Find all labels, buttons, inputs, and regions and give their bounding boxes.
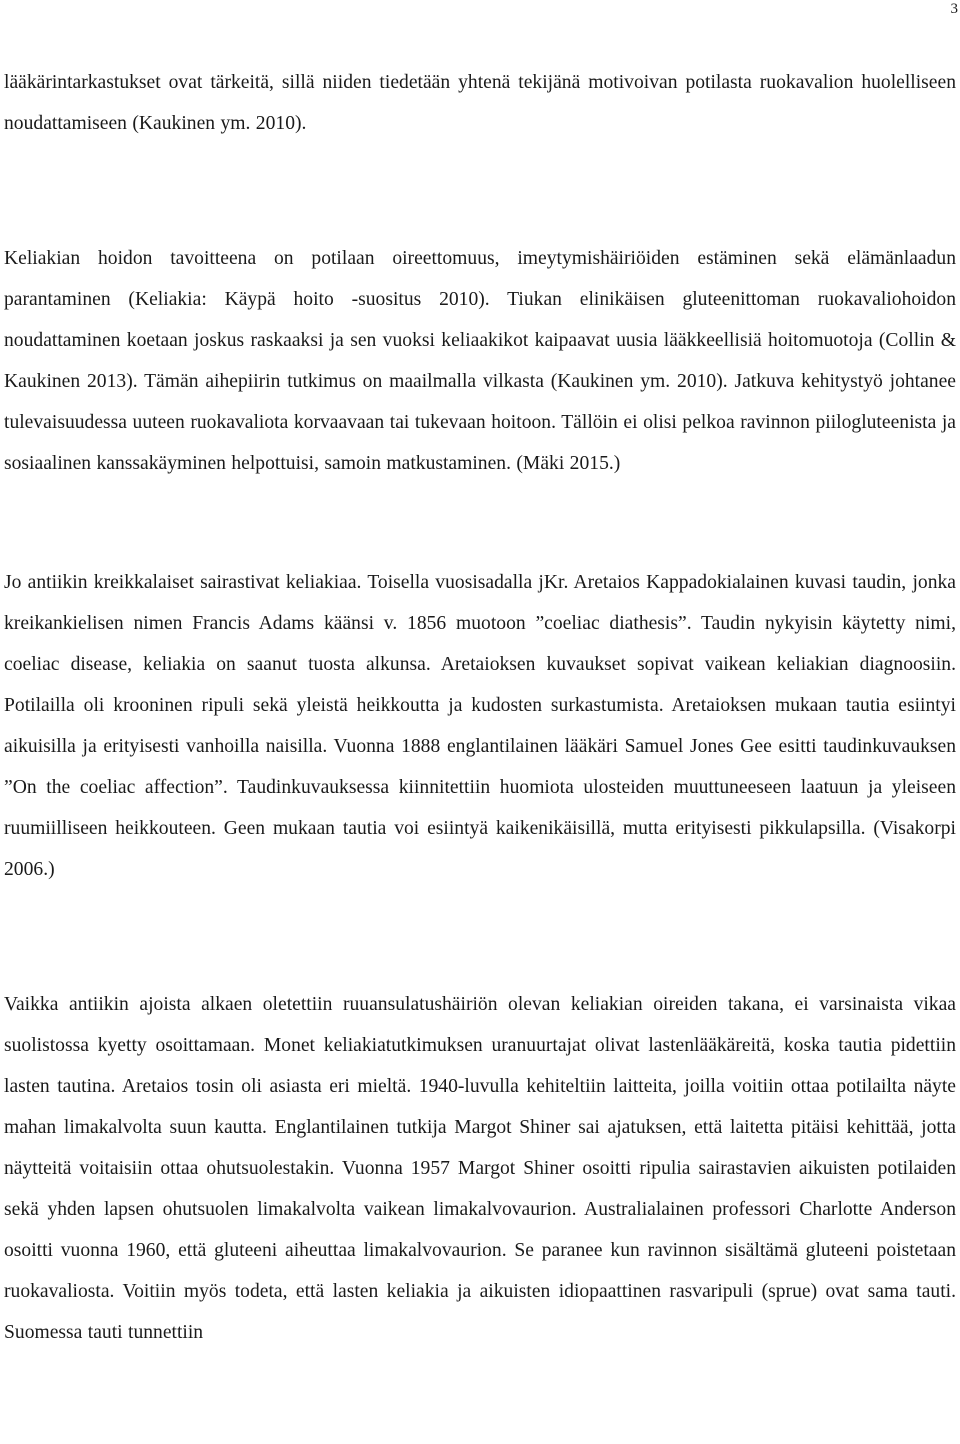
paragraph-research-history: Vaikka antiikin ajoista alkaen oletettiin ruuansulatushäiriön olevan keliakian oireiden takana, ei varsinaista vikaa suolistossa kyetty osoittamaan. Monet keliakiatutkimuksen uranuurtajat olivat lastenlääkäreitä, koska tautia pidettiin lasten tautina. Aretaios tosin oli asiasta eri mieltä. 1940-luvulla kehiteltiin laitteita, joilla voitiin ottaa potilailta näyte mahan limakalvolta suun kautta. Englantilainen tutkija Margot Shiner sai ajatuksen, että laitetta pitäisi kehittää, jotta näytteitä voitaisiin ottaa ohutsuolestakin. Vuonna 1957 Margot Shiner osoitti ripulia sairastavien aikuisten potilaiden sekä yhden lapsen ohutsuolen limakalvolta vaikean limakalvovaurion. Australialainen professori Charlotte Anderson osoitti vuonna 1960, että gluteeni aiheuttaa limakalvovaurion. Se paranee kun ravinnon sisältämä gluteeni poistetaan ruokavaliosta. Voitiin myös todeta, että lasten keliakia ja aikuisten idiopaattinen rasvaripuli (sprue) ovat sama tauti. Suomessa tauti tunnettiin xyxy=(4,994,956,1343)
paragraph-spacer xyxy=(4,144,956,238)
paragraph-followup-checkups: lääkärintarkastukset ovat tärkeitä, sillä niiden tiedetään yhtenä tekijänä motivoivan potilasta ruokavalion huolelliseen noudattamiseen (Kaukinen ym. 2010). xyxy=(4,72,956,134)
paragraph-spacer xyxy=(4,484,956,562)
page-number: 3 xyxy=(950,1,958,17)
paragraph-spacer xyxy=(4,890,956,984)
paragraph-treatment-goals: Keliakian hoidon tavoitteena on potilaan oireettomuus, imeytymishäiriöiden estäminen sekä elämänlaadun parantaminen (Keliakia: Käypä hoito -suositus 2010). Tiukan elinikäisen gluteenittoman ruokavaliohoidon noudattaminen koetaan joskus raskaaksi ja sen vuoksi keliaakikot kaipaavat uusia lääkkeellisiä hoitomuotoja (Collin & Kaukinen 2013). Tämän aihepiirin tutkimus on maailmalla vilkasta (Kaukinen ym. 2010). Jatkuva kehitystyö johtanee tulevaisuudessa uuteen ruokavaliota korvaavaan tai tukevaan hoitoon. Tällöin ei olisi pelkoa ravinnon piilogluteenista ja sosiaalinen kanssakäyminen helpottuisi, samoin matkustaminen. (Mäki 2015.) xyxy=(4,248,956,474)
paragraph-ancient-history: Jo antiikin kreikkalaiset sairastivat keliakiaa. Toisella vuosisadalla jKr. Aretaios Kappadokialainen kuvasi taudin, jonka kreikankielisen nimen Francis Adams käänsi v. 1856 muotoon ”coeliac diathesis”. Taudin nykyisin käytetty nimi, coeliac disease, keliakia on saanut tuosta alkunsa. Aretaioksen kuvaukset sopivat vaikean keliakian diagnoosiin. Potilailla oli krooninen ripuli sekä yleistä heikkoutta ja kudosten surkastumista. Aretaioksen mukaan tautia esiintyi aikuisilla ja erityisesti vanhoilla naisilla. Vuonna 1888 englantilainen lääkäri Samuel Jones Gee esitti taudinkuvauksen ”On the coeliac affection”. Taudinkuvauksessa kiinnitettiin huomiota ulosteiden muuttuneeseen laatuun ja yleiseen ruumiilliseen heikkouteen. Geen mukaan tautia voi esiintyä kaikenikäisillä, mutta erityisesti pikkulapsilla. (Visakorpi 2006.) xyxy=(4,572,956,880)
document-body xyxy=(4,62,956,1353)
